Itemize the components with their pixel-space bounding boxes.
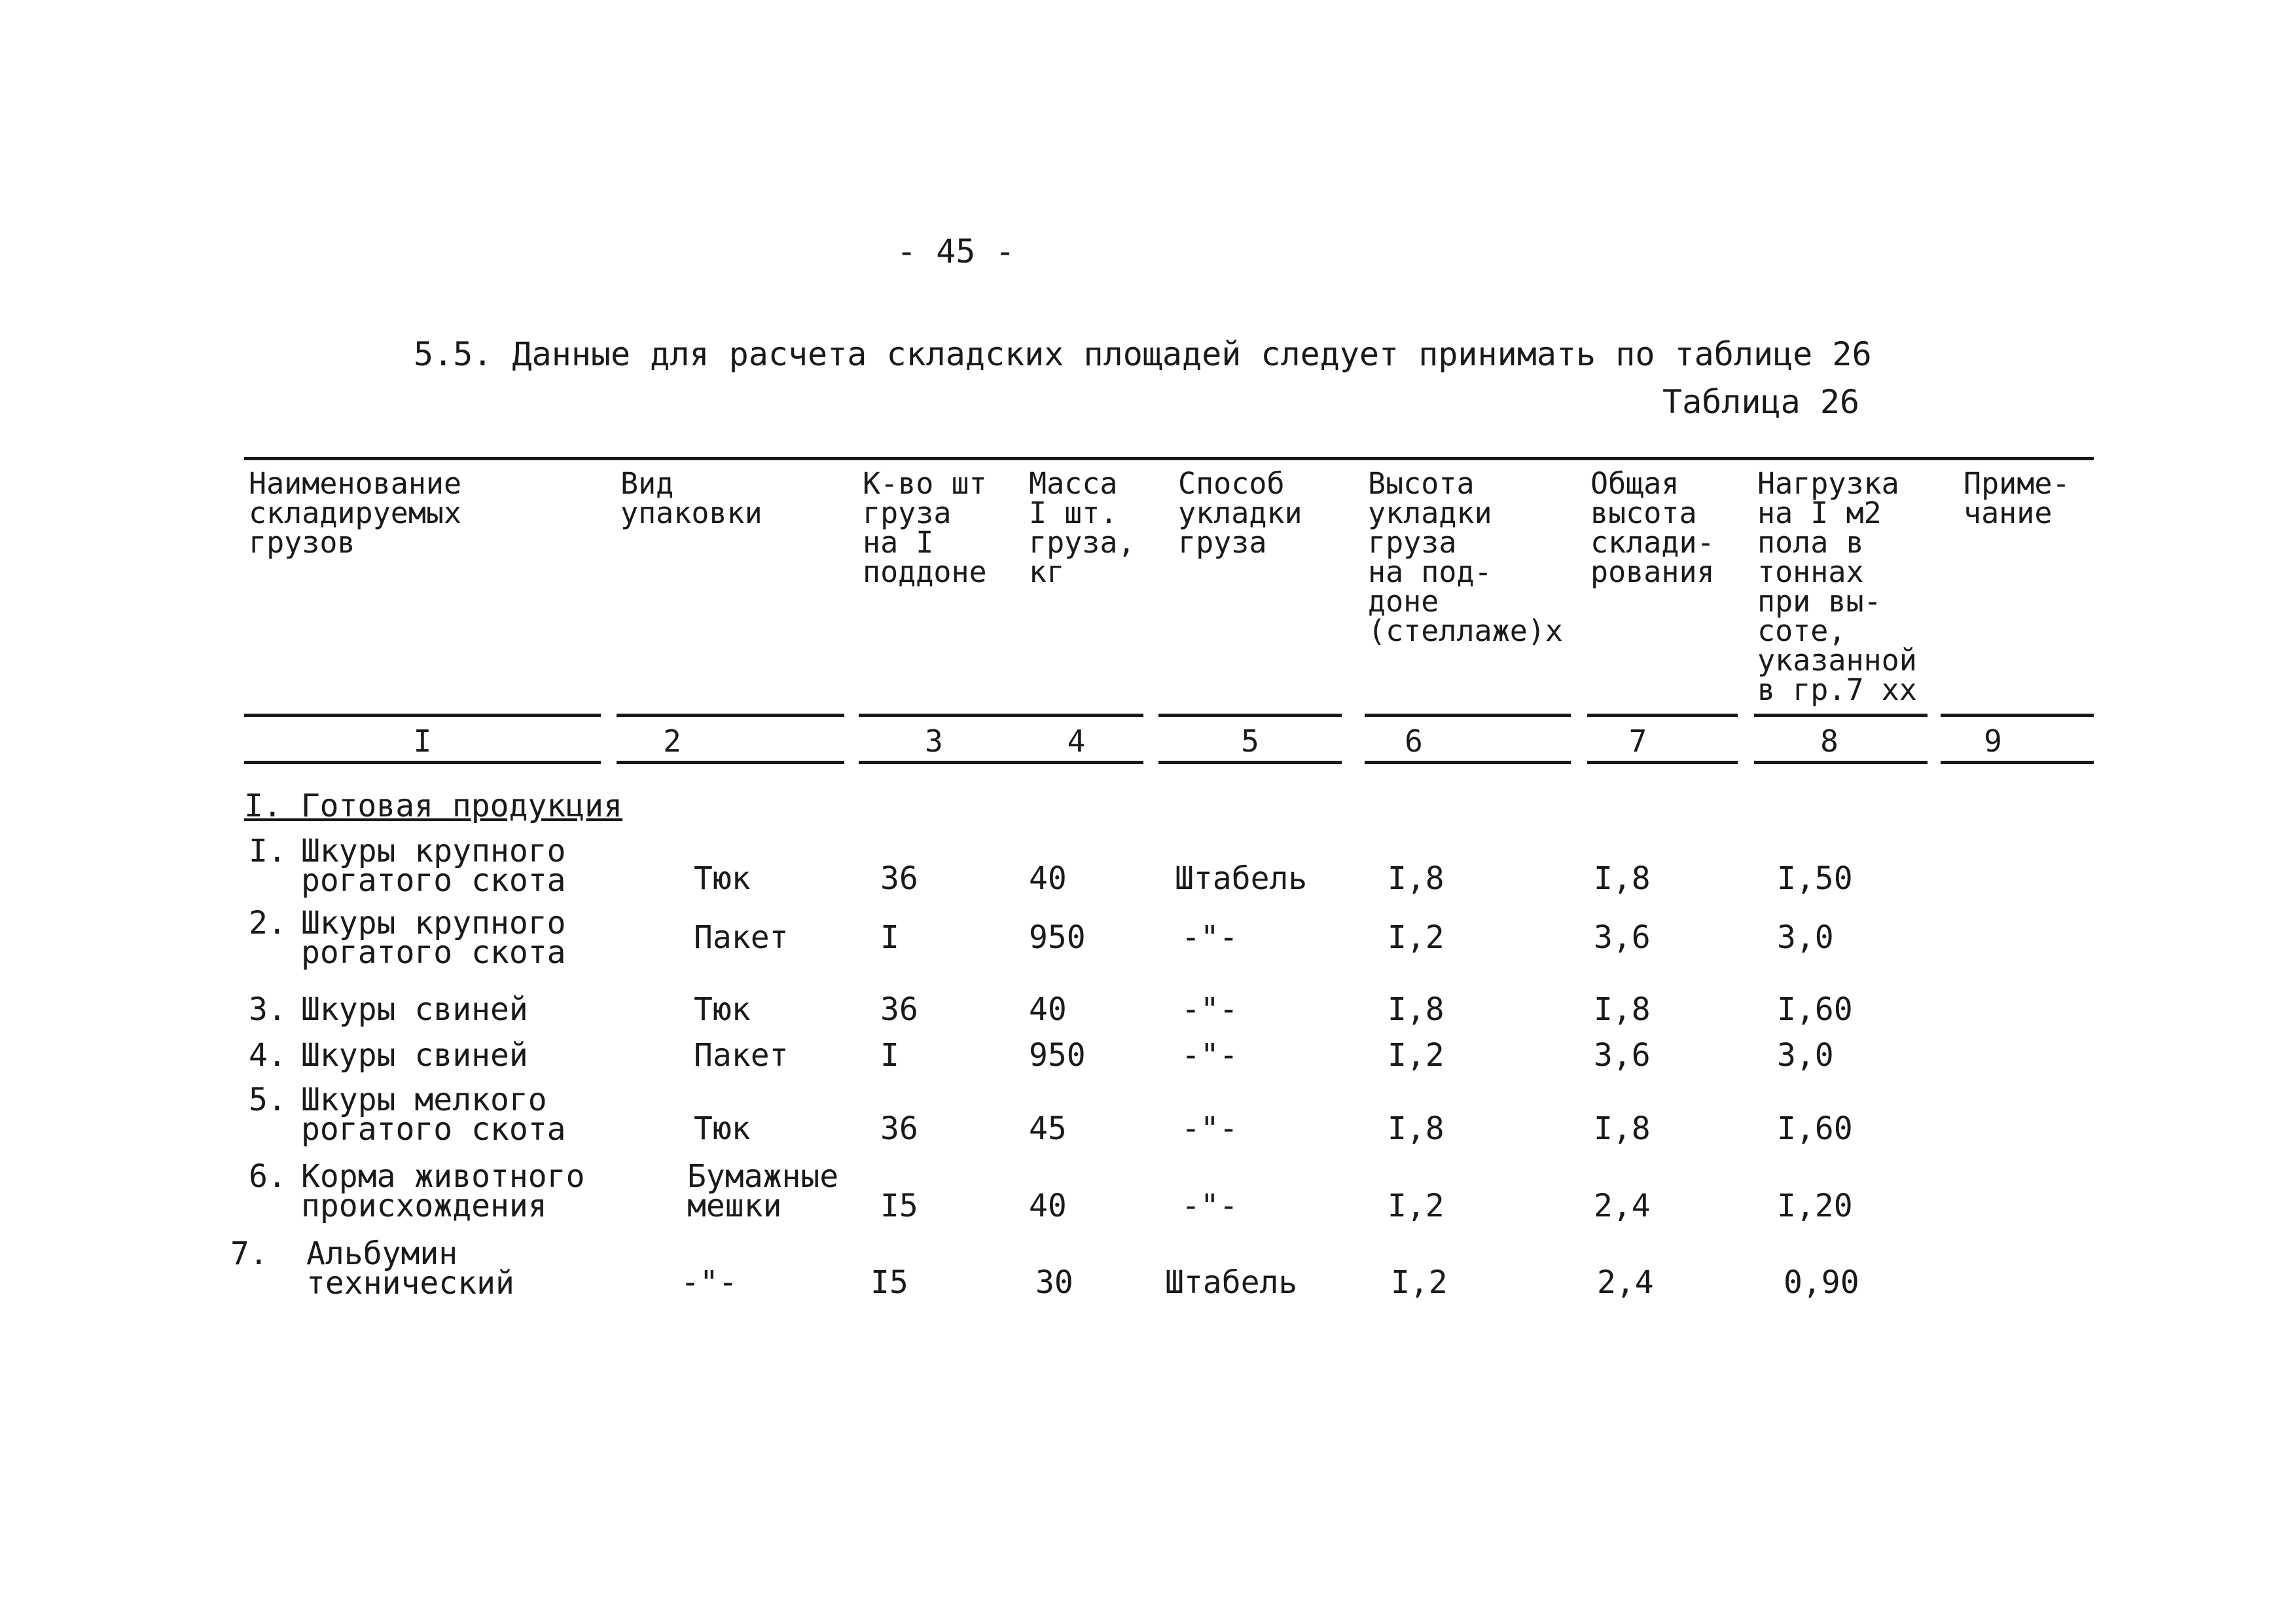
col-rule-7b [1587,761,1738,764]
row-7-packaging: -"- [681,1264,738,1301]
col-rule-4b [1009,761,1143,764]
row-2-load: 3,0 [1777,919,1834,956]
row-2-name: Шкуры крупного рогатого скота [301,905,566,971]
row-4-packaging: Пакет [694,1037,789,1074]
row-6-name: Корма животного происхождения [301,1158,585,1224]
row-4-qty: I [880,1037,899,1074]
row-1-method: Штабель [1175,860,1308,897]
row-7-method: Штабель [1165,1264,1298,1301]
row-3-total-height: I,8 [1594,991,1651,1028]
col-rule-1b [244,761,601,764]
row-5-index: 5. [249,1082,287,1118]
row-3-load: I,60 [1777,991,1853,1028]
row-1-name: Шкуры крупного рогатого скота [301,833,566,899]
col-rule-9b [1941,761,2094,764]
row-2-stack-height: I,2 [1388,919,1444,956]
row-1-index: I. [249,833,287,869]
col-rule-8b [1754,761,1928,764]
row-2-total-height: 3,6 [1594,919,1651,956]
row-6-method: -"- [1181,1188,1238,1224]
row-1-stack-height: I,8 [1388,860,1444,897]
row-1-qty: 36 [880,860,918,897]
row-7-index: 7. [230,1235,268,1272]
col-rule-3b [859,761,1009,764]
row-5-load: I,60 [1777,1110,1853,1147]
row-7-name: Альбумин технический [306,1235,514,1302]
col-number-3: 3 [925,723,943,759]
row-1-packaging: Тюк [694,860,751,897]
col-number-5: 5 [1241,723,1259,759]
row-1-total-height: I,8 [1594,860,1651,897]
row-3-mass: 40 [1029,991,1067,1028]
row-3-index: 3. [249,991,287,1028]
row-3-qty: 36 [880,991,918,1028]
table-top-rule [244,457,2094,460]
section-title: I. Готовая продукция [244,788,622,824]
row-4-method: -"- [1181,1037,1238,1074]
row-4-name: Шкуры свиней [301,1037,528,1074]
row-5-method: -"- [1181,1110,1238,1147]
row-3-name: Шкуры свиней [301,991,528,1028]
col-rule-3a [859,714,1009,717]
header-qty-per-pallet: К-во шт груза на I поддоне [863,466,987,589]
row-2-mass: 950 [1029,919,1086,956]
row-7-load: 0,90 [1784,1264,1859,1301]
table-label: Таблица 26 [1662,383,1860,421]
row-4-total-height: 3,6 [1594,1037,1651,1074]
col-rule-7a [1587,714,1738,717]
row-2-qty: I [880,919,899,956]
row-1-mass: 40 [1029,860,1067,897]
col-rule-8a [1754,714,1928,717]
col-rule-6b [1365,761,1571,764]
col-rule-2b [617,761,844,764]
col-rule-1a [244,714,601,717]
col-number-4: 4 [1067,723,1086,759]
col-number-7: 7 [1628,723,1647,759]
row-5-qty: 36 [880,1110,918,1147]
row-4-index: 4. [249,1037,287,1074]
col-number-6: 6 [1405,723,1423,759]
row-5-packaging: Тюк [694,1110,751,1147]
row-6-stack-height: I,2 [1388,1188,1444,1224]
row-6-packaging: Бумажные мешки [687,1158,839,1224]
row-3-stack-height: I,8 [1388,991,1444,1028]
header-unit-mass: Масса I шт. груза, кг [1029,466,1136,589]
row-7-total-height: 2,4 [1597,1264,1654,1301]
intro-paragraph: 5.5. Данные для расчета складских площадей следует принимать по таблице 26 [414,335,1872,373]
row-6-mass: 40 [1029,1188,1067,1224]
row-6-index: 6. [249,1158,287,1195]
header-stacking-method: Способ укладки груза [1178,466,1302,560]
row-5-mass: 45 [1029,1110,1067,1147]
col-number-9: 9 [1984,723,2002,759]
row-1-load: I,50 [1777,860,1853,897]
col-number-2: 2 [663,723,681,759]
col-number-1: I [413,723,432,759]
row-6-total-height: 2,4 [1594,1188,1651,1224]
col-rule-4a [1009,714,1143,717]
row-6-load: I,20 [1777,1188,1853,1224]
row-4-load: 3,0 [1777,1037,1834,1074]
row-4-stack-height: I,2 [1388,1037,1444,1074]
col-number-8: 8 [1820,723,1839,759]
header-stack-height: Высота укладки груза на под- доне (стеллаже)х [1368,466,1564,648]
col-rule-5a [1158,714,1342,717]
row-7-qty: I5 [870,1264,908,1301]
row-7-mass: 30 [1035,1264,1073,1301]
row-5-total-height: I,8 [1594,1110,1651,1147]
header-note: Приме- чание [1964,466,2070,530]
row-3-method: -"- [1181,991,1238,1028]
row-4-mass: 950 [1029,1037,1086,1074]
row-5-name: Шкуры мелкого рогатого скота [301,1082,566,1148]
row-6-qty: I5 [880,1188,918,1224]
row-2-packaging: Пакет [694,919,789,956]
row-2-method: -"- [1181,919,1238,956]
row-7-stack-height: I,2 [1391,1264,1448,1301]
header-cargo-name: Наименование складируемых грузов [249,466,462,560]
row-3-packaging: Тюк [694,991,751,1028]
header-total-height: Общая высота склади- рования [1590,466,1715,589]
header-packaging: Вид упаковки [620,466,762,530]
col-rule-9a [1941,714,2094,717]
page-number: - 45 - [897,232,1015,270]
col-rule-2a [617,714,844,717]
col-rule-5b [1158,761,1342,764]
col-rule-6a [1365,714,1571,717]
header-floor-load: Нагрузка на I м2 пола в тоннах при вы- соте, указанной в гр.7 хх [1757,466,1917,707]
row-5-stack-height: I,8 [1388,1110,1444,1147]
row-2-index: 2. [249,905,287,941]
